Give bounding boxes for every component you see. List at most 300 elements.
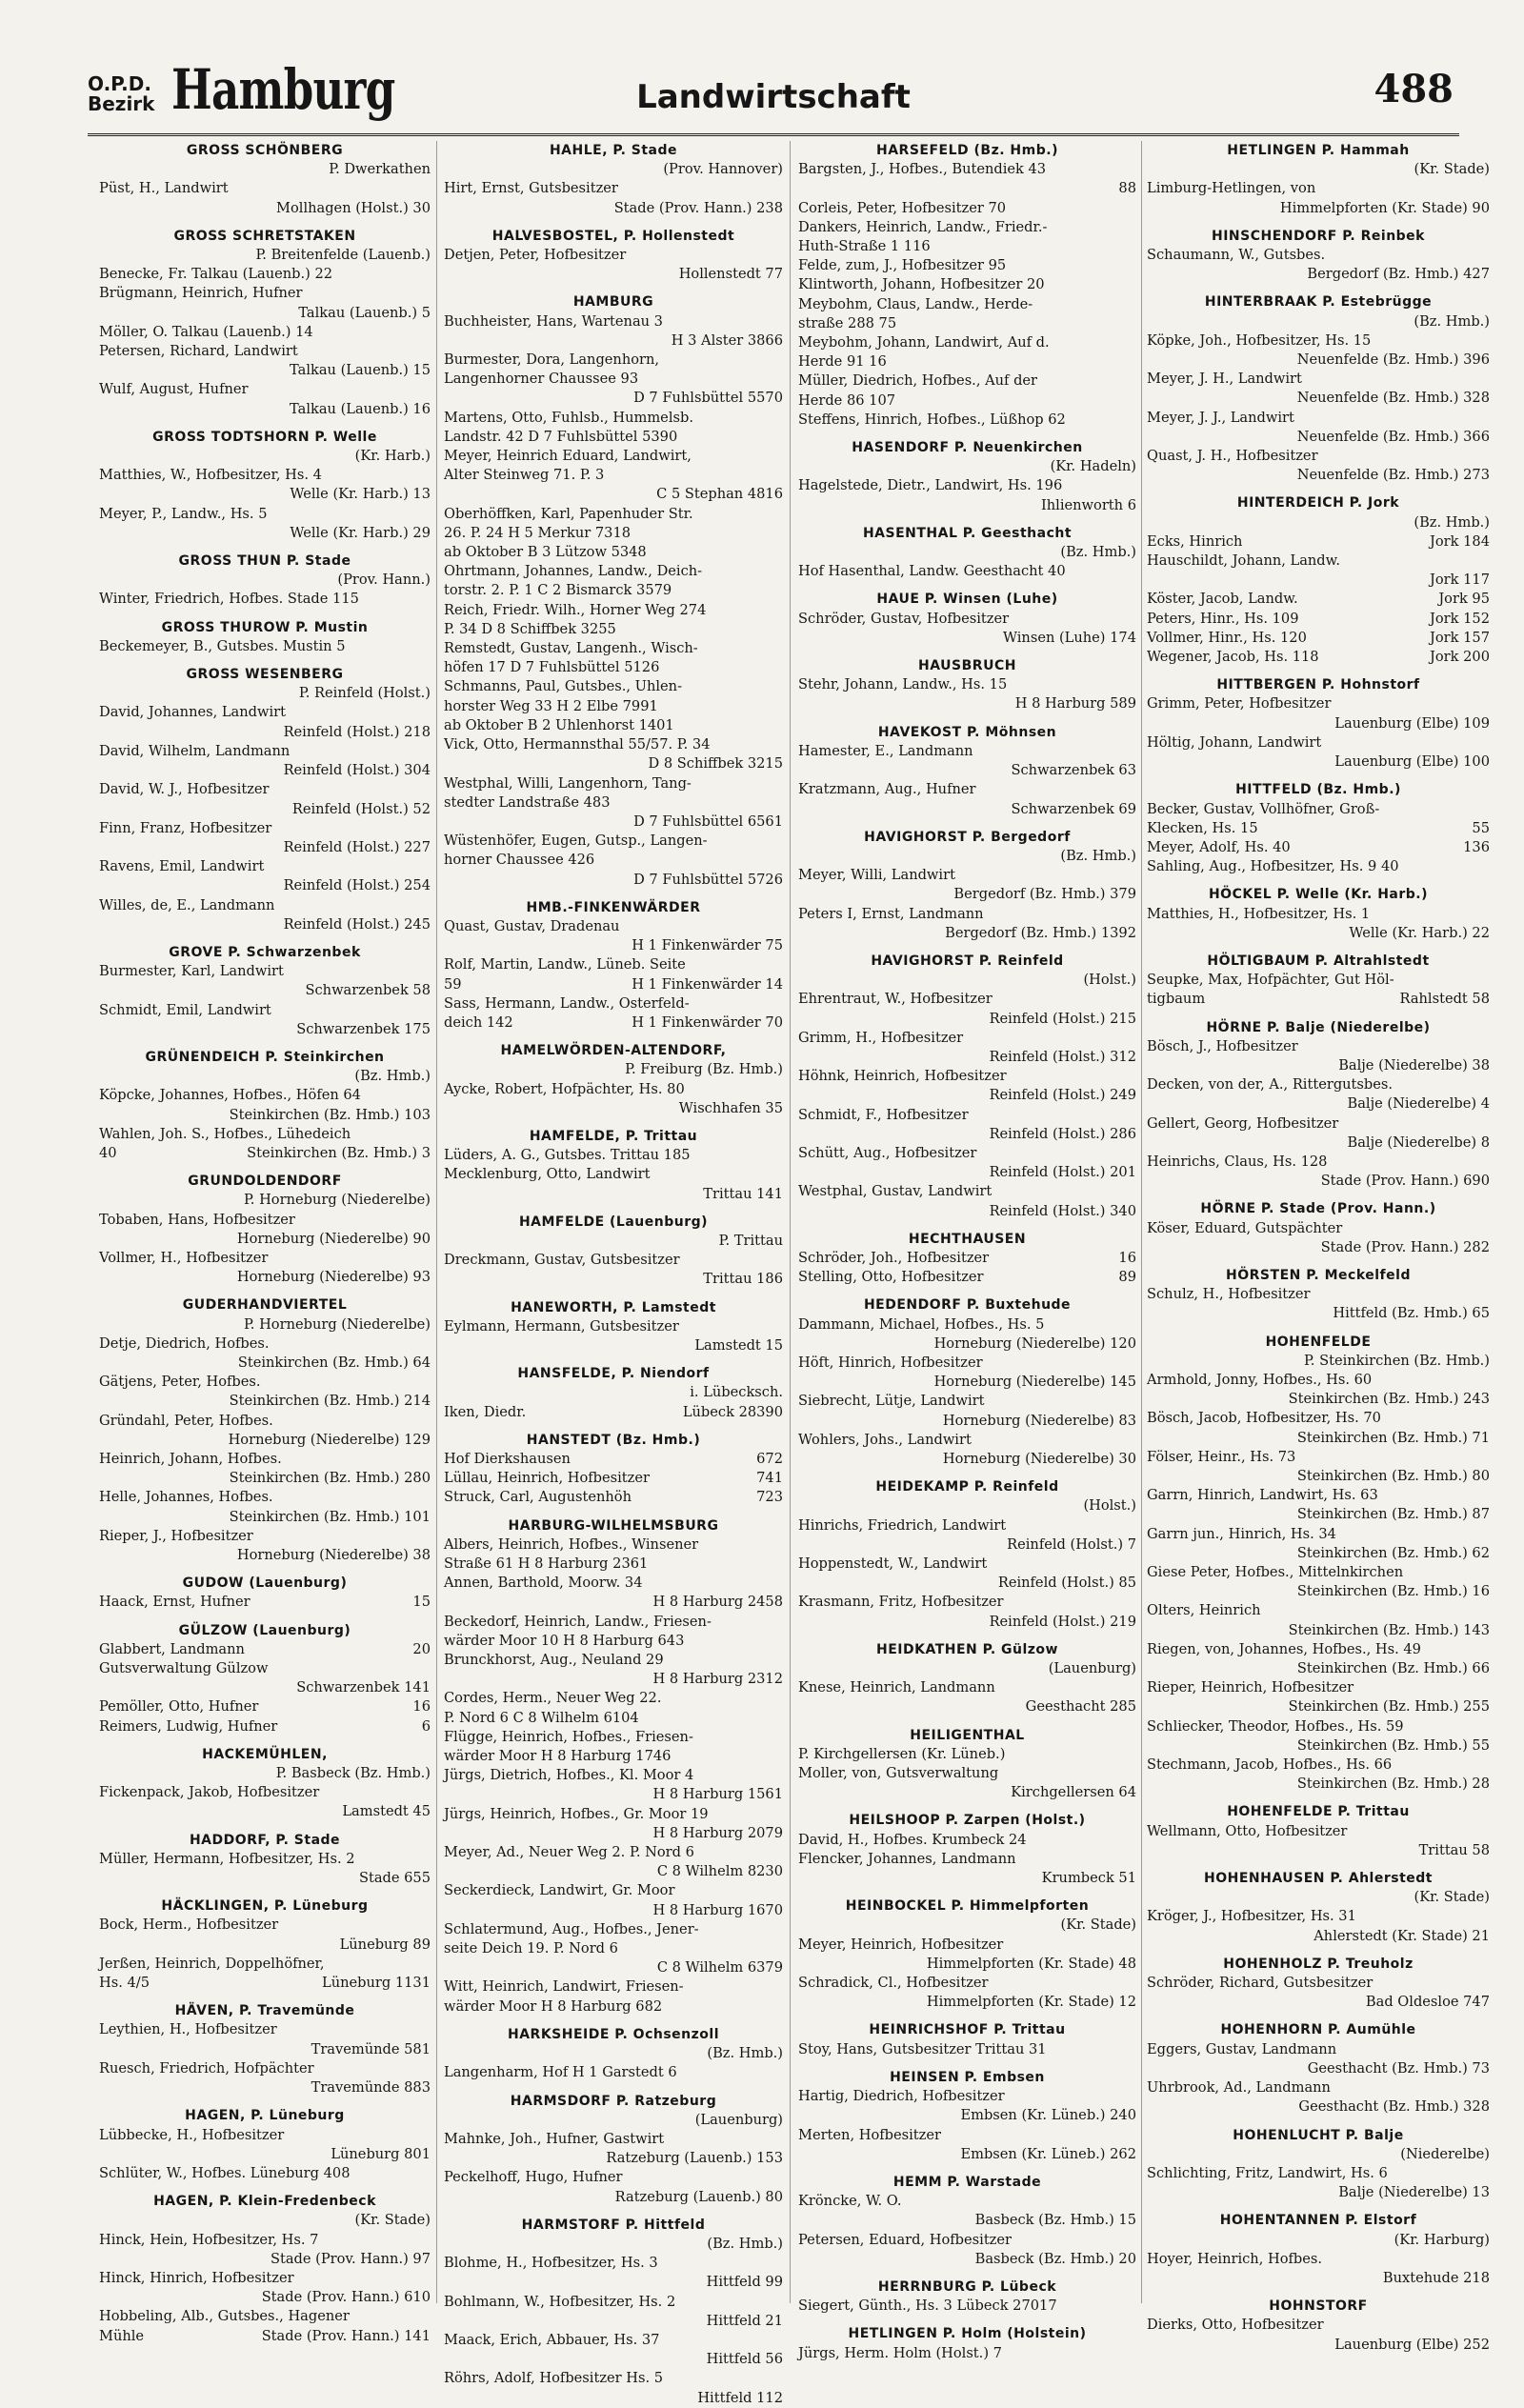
entry-location-line: Stade (Prov. Hann.) 690 bbox=[1320, 1173, 1490, 1190]
locality-heading: HEINRICHSHOF P. Trittau bbox=[869, 2022, 1066, 2038]
entry-location-line: Reinfeld (Holst.) 7 bbox=[1007, 1535, 1136, 1553]
entry-location-line: Steinkirchen (Bz. Hmb.) 143 bbox=[1288, 1621, 1490, 1638]
entry-location-line: H 8 Harburg 1561 bbox=[652, 1786, 783, 1803]
locality-heading: HOHENHAUSEN P. Ahlerstedt bbox=[1204, 1871, 1433, 1887]
locality-heading: HÖRNE P. Balje (Niederelbe) bbox=[1206, 1019, 1431, 1035]
city-title: Hamburg bbox=[171, 57, 395, 122]
locality-heading: HMB.-FINKENWÄRDER bbox=[526, 899, 701, 915]
entry-line: Püst, H., Landwirt bbox=[99, 180, 229, 197]
entry-line: Garrn jun., Hinrich, Hs. 34 bbox=[1147, 1525, 1336, 1542]
opd-label: O.P.D. bbox=[88, 72, 151, 95]
entry-location-line: Lauenburg (Elbe) 109 bbox=[1334, 714, 1490, 732]
entry-line bbox=[444, 975, 783, 994]
locality-heading: GROSS WESENBERG bbox=[186, 667, 344, 683]
column-divider bbox=[790, 141, 791, 2303]
entry-phone: 16 bbox=[1118, 1249, 1136, 1266]
column-2 bbox=[444, 141, 783, 2406]
locality-heading: HANSTEDT (Bz. Hmb.) bbox=[526, 1432, 701, 1448]
entry-line: Aycke, Robert, Hofpächter, Hs. 80 bbox=[444, 1080, 685, 1097]
column-4 bbox=[1147, 141, 1490, 2353]
locality-heading: HEMM P. Warstade bbox=[892, 2174, 1042, 2190]
entry-location-line: Bergedorf (Bz. Hmb.) 427 bbox=[1307, 266, 1490, 283]
entry-location-line: (Bz. Hmb.) bbox=[707, 2045, 783, 2062]
entry-line: Schmidt, Emil, Landwirt bbox=[99, 1001, 271, 1018]
entry-line: Corleis, Peter, Hofbesitzer 70 bbox=[798, 199, 1007, 216]
entry-text: Mühle bbox=[99, 2327, 145, 2344]
entry-location-line: P. Basbeck (Bz. Hmb.) bbox=[275, 1765, 431, 1782]
entry-location-line: Steinkirchen (Bz. Hmb.) 80 bbox=[1296, 1468, 1490, 1484]
entry-location-line: Lamstedt 45 bbox=[342, 1803, 431, 1820]
entry-line: Cordes, Herm., Neuer Weg 22. bbox=[444, 1690, 662, 1707]
entry-location-line: Balje (Niederelbe) 38 bbox=[1338, 1056, 1490, 1074]
entry-line: Hirt, Ernst, Gutsbesitzer bbox=[444, 180, 618, 197]
locality-heading: HARBURG-WILHELMSBURG bbox=[508, 1517, 719, 1534]
entry-line: Grimm, Peter, Hofbesitzer bbox=[1147, 695, 1332, 712]
entry-line: Grimm, H., Hofbesitzer bbox=[798, 1029, 964, 1046]
entry-line: Knese, Heinrich, Landmann bbox=[798, 1679, 995, 1696]
entry-location-line: Lüneburg 89 bbox=[339, 1936, 431, 1953]
entry-line: Landstr. 42 D 7 Fuhlsbüttel 5390 bbox=[444, 428, 678, 445]
locality-heading: HITTBERGEN P. Hohnstorf bbox=[1216, 677, 1420, 693]
locality-heading: HALVESBOSTEL, P. Hollenstedt bbox=[491, 228, 735, 244]
entry-line: Hartig, Diedrich, Hofbesitzer bbox=[798, 2088, 1005, 2105]
entry-phone: 723 bbox=[756, 1489, 783, 1506]
locality-heading: HAMBURG bbox=[572, 294, 654, 311]
entry-line: Rolf, Martin, Landw., Lüneb. Seite bbox=[444, 956, 686, 973]
entry-line: Moller, von, Gutsverwaltung bbox=[798, 1765, 999, 1782]
entry-line: Eylmann, Hermann, Gutsbesitzer bbox=[444, 1317, 679, 1334]
entry-location-line: H 8 Harburg 2312 bbox=[652, 1671, 783, 1688]
entry-line bbox=[1147, 648, 1490, 667]
locality-heading: HOHENLUCHT P. Balje bbox=[1233, 2127, 1404, 2143]
entry-text: 40 bbox=[99, 1144, 117, 1161]
locality-heading: HEINBOCKEL P. Himmelpforten bbox=[845, 1898, 1090, 1915]
locality-heading: HÖCKEL P. Welle (Kr. Harb.) bbox=[1208, 887, 1429, 903]
entry-line: Uhrbrook, Ad., Landmann bbox=[1147, 2079, 1331, 2097]
entry-line: Bock, Herm., Hofbesitzer bbox=[99, 1916, 279, 1934]
entry-phone: Lübeck 28390 bbox=[682, 1403, 783, 1420]
entry-location-line: Steinkirchen (Bz. Hmb.) 55 bbox=[1296, 1736, 1490, 1754]
locality-heading: HEDENDORF P. Buxtehude bbox=[863, 1297, 1072, 1314]
entry-line: Oberhöffken, Karl, Papenhuder Str. bbox=[444, 505, 693, 522]
entry-line: Gätjens, Peter, Hofbes. bbox=[99, 1374, 261, 1391]
entry-text: Schröder, Joh., Hofbesitzer bbox=[798, 1249, 990, 1266]
entry-location-line: D 8 Schiffbek 3215 bbox=[648, 755, 783, 773]
entry-line bbox=[1147, 990, 1490, 1009]
entry-line: Bargsten, J., Hofbes., Butendiek 43 bbox=[798, 161, 1047, 178]
entry-location-line: (Kr. Stade) bbox=[1414, 1889, 1490, 1906]
entry-location-line: Embsen (Kr. Lüneb.) 240 bbox=[960, 2107, 1136, 2124]
entry-text: Ecks, Hinrich bbox=[1147, 532, 1243, 550]
entry-line: Dreckmann, Gustav, Gutsbesitzer bbox=[444, 1252, 680, 1269]
entry-line: Ruesch, Friedrich, Hofpächter bbox=[99, 2059, 314, 2077]
entry-location-line: Welle (Kr. Harb.) 29 bbox=[290, 524, 431, 541]
entry-text: Reimers, Ludwig, Hufner bbox=[99, 1717, 278, 1735]
entry-line: Leythien, H., Hofbesitzer bbox=[99, 2021, 277, 2038]
entry-location-line: Steinkirchen (Bz. Hmb.) 243 bbox=[1288, 1391, 1490, 1408]
locality-heading: HÖLTIGBAUM P. Altrahlstedt bbox=[1207, 953, 1430, 969]
entry-location-line: (Prov. Hannover) bbox=[663, 161, 783, 178]
entry-line: Felde, zum, J., Hofbesitzer 95 bbox=[798, 257, 1007, 274]
entry-location-line: (Bz. Hmb.) bbox=[707, 2235, 783, 2252]
entry-location-line: Himmelpforten (Kr. Stade) 48 bbox=[926, 1955, 1136, 1972]
entry-line: Dierks, Otto, Hofbesitzer bbox=[1147, 2317, 1324, 2334]
locality-heading: HAGEN, P. Klein-Fredenbeck bbox=[153, 2194, 376, 2210]
entry-location-line: P. Trittau bbox=[718, 1232, 783, 1249]
entry-line bbox=[1147, 629, 1490, 648]
locality-heading: HINSCHENDORF P. Reinbek bbox=[1212, 228, 1425, 244]
entry-line: Schulz, H., Hofbesitzer bbox=[1147, 1286, 1311, 1303]
entry-line: Siegert, Günth., Hs. 3 Lübeck 27017 bbox=[798, 2298, 1057, 2315]
entry-phone: Steinkirchen (Bz. Hmb.) 3 bbox=[247, 1144, 431, 1161]
entry-location-line: Trittau 186 bbox=[703, 1271, 783, 1288]
entry-line: Blohme, H., Hofbesitzer, Hs. 3 bbox=[444, 2255, 658, 2272]
entry-line: Hamester, E., Landmann bbox=[798, 742, 973, 759]
entry-location-line: Reinfeld (Holst.) 201 bbox=[989, 1164, 1136, 1181]
entry-location-line: P. Steinkirchen (Bz. Hmb.) bbox=[1303, 1352, 1490, 1369]
entry-phone: Jork 157 bbox=[1430, 629, 1490, 646]
entry-line: Hinrichs, Friedrich, Landwirt bbox=[798, 1516, 1007, 1534]
entry-location-line: Reinfeld (Holst.) 85 bbox=[997, 1575, 1136, 1592]
entry-location-line: Geesthacht (Bz. Hmb.) 73 bbox=[1307, 2059, 1490, 2077]
entry-line: Giese Peter, Hofbes., Mittelnkirchen bbox=[1147, 1564, 1404, 1581]
locality-heading: HOHENHORN P. Aumühle bbox=[1220, 2022, 1416, 2038]
entry-location-line: Geesthacht 285 bbox=[1025, 1698, 1136, 1716]
entry-line: Annen, Barthold, Moorw. 34 bbox=[444, 1575, 643, 1592]
locality-heading: HAMELWÖRDEN-ALTENDORF, bbox=[500, 1043, 727, 1059]
entry-line: Remstedt, Gustav, Langenh., Wisch- bbox=[444, 640, 698, 657]
entry-line bbox=[99, 1717, 431, 1736]
entry-text: Haack, Ernst, Hufner bbox=[99, 1594, 251, 1611]
entry-location-line: Horneburg (Niederelbe) 145 bbox=[933, 1374, 1136, 1391]
entry-location-line: H 8 Harburg 589 bbox=[1014, 695, 1136, 712]
entry-line: Röhrs, Adolf, Hofbesitzer Hs. 5 bbox=[444, 2370, 664, 2387]
entry-line: Jürgs, Heinrich, Hofbes., Gr. Moor 19 bbox=[444, 1805, 709, 1822]
entry-location-line: (Bz. Hmb.) bbox=[1414, 312, 1490, 330]
locality-heading: GROSS TODTSHORN P. Welle bbox=[152, 429, 377, 445]
entry-line: Jürgs, Herm. Holm (Holst.) 7 bbox=[798, 2344, 1002, 2361]
entry-location-line: Steinkirchen (Bz. Hmb.) 103 bbox=[229, 1106, 431, 1123]
column-divider bbox=[1141, 141, 1142, 2303]
entry-location-line: Travemünde 883 bbox=[311, 2079, 431, 2097]
entry-line: horner Chaussee 426 bbox=[444, 852, 595, 869]
entry-line: Reich, Friedr. Wilh., Horner Weg 274 bbox=[444, 601, 707, 618]
entry-line: Schlüter, W., Hofbes. Lüneburg 408 bbox=[99, 2164, 351, 2181]
locality-heading: HINTERBRAAK P. Estebrügge bbox=[1204, 294, 1433, 311]
entry-phone: Jork 95 bbox=[1438, 591, 1490, 608]
entry-location-line: Basbeck (Bz. Hmb.) 20 bbox=[974, 2250, 1136, 2267]
entry-line: Hagelstede, Dietr., Landwirt, Hs. 196 bbox=[798, 477, 1063, 494]
entry-location-line: Talkau (Lauenb.) 16 bbox=[290, 400, 431, 417]
entry-location-line: Welle (Kr. Harb.) 13 bbox=[290, 486, 431, 503]
entry-line: Becker, Gustav, Vollhöfner, Groß- bbox=[1147, 800, 1380, 817]
entry-text: Köster, Jacob, Landw. bbox=[1147, 591, 1298, 608]
entry-text: Lüllau, Heinrich, Hofbesitzer bbox=[444, 1470, 650, 1487]
locality-heading: HARSEFELD (Bz. Hmb.) bbox=[876, 143, 1058, 158]
entry-line: Olters, Heinrich bbox=[1147, 1602, 1261, 1619]
entry-line: Heinrich, Johann, Hofbes. bbox=[99, 1451, 282, 1467]
entry-line: Tobaben, Hans, Hofbesitzer bbox=[99, 1211, 295, 1228]
entry-location-line: D 7 Fuhlsbüttel 6561 bbox=[633, 813, 783, 830]
entry-location-line: (Bz. Hmb.) bbox=[1060, 544, 1136, 561]
entry-location-line: (Niederelbe) bbox=[1400, 2145, 1490, 2162]
entry-location-line: Trittau 58 bbox=[1418, 1841, 1490, 1858]
locality-heading: HETLINGEN P. Holm (Holstein) bbox=[848, 2326, 1087, 2342]
entry-line bbox=[99, 1593, 431, 1612]
entry-line: Fickenpack, Jakob, Hofbesitzer bbox=[99, 1784, 320, 1801]
locality-heading: HAHLE, P. Stade bbox=[549, 143, 678, 158]
locality-heading: HARMSDORF P. Ratzeburg bbox=[510, 2093, 717, 2109]
entry-line: Mahnke, Joh., Hufner, Gastwirt bbox=[444, 2130, 665, 2147]
locality-heading: HASENTHAL P. Geesthacht bbox=[862, 525, 1073, 541]
entry-line: stedter Landstraße 483 bbox=[444, 793, 611, 811]
entry-text: Hof Dierkshausen bbox=[444, 1451, 571, 1467]
entry-text: Klecken, Hs. 15 bbox=[1147, 819, 1258, 836]
entry-location-line: Ihlienworth 6 bbox=[1041, 496, 1136, 513]
locality-heading: GÜLZOW (Lauenburg) bbox=[178, 1622, 351, 1638]
entry-phone: 15 bbox=[412, 1594, 431, 1611]
entry-location-line: Steinkirchen (Bz. Hmb.) 280 bbox=[229, 1470, 431, 1487]
entry-line: Herde 86 107 bbox=[798, 391, 896, 409]
locality-heading: GUDERHANDVIERTEL bbox=[182, 1297, 348, 1314]
entry-location-line: Ratzeburg (Lauenb.) 80 bbox=[614, 2188, 783, 2205]
entry-line: Meyer, Willi, Landwirt bbox=[798, 867, 955, 884]
entry-location-line: Ratzeburg (Lauenb.) 153 bbox=[606, 2150, 783, 2167]
locality-heading: GRUNDOLDENDORF bbox=[188, 1174, 342, 1190]
entry-phone: 136 bbox=[1463, 838, 1490, 855]
entry-line: Fölser, Heinr., Hs. 73 bbox=[1147, 1448, 1296, 1465]
entry-line: Hauschildt, Johann, Landw. bbox=[1147, 552, 1341, 570]
entry-line: Köser, Eduard, Gutspächter bbox=[1147, 1219, 1343, 1236]
entry-line: Vollmer, H., Hofbesitzer bbox=[99, 1249, 269, 1266]
entry-line: Dankers, Heinrich, Landw., Friedr.- bbox=[798, 218, 1048, 235]
entry-location-line: Reinfeld (Holst.) 218 bbox=[283, 723, 431, 740]
locality-heading: GROSS THUN P. Stade bbox=[178, 553, 351, 570]
entry-location-line: Steinkirchen (Bz. Hmb.) 101 bbox=[229, 1508, 431, 1525]
entry-location-line: Reinfeld (Holst.) 215 bbox=[989, 1010, 1136, 1027]
entry-line: Garrn, Hinrich, Landwirt, Hs. 63 bbox=[1147, 1487, 1378, 1504]
entry-line: Wohlers, Johs., Landwirt bbox=[798, 1431, 972, 1448]
entry-location-line: P. Horneburg (Niederelbe) bbox=[243, 1192, 431, 1209]
entry-line: Schaumann, W., Gutsbes. bbox=[1147, 247, 1326, 264]
locality-heading: GROSS SCHRETSTAKEN bbox=[173, 228, 356, 244]
entry-phone: 6 bbox=[421, 1717, 431, 1735]
entry-location-line: (Bz. Hmb.) bbox=[354, 1068, 431, 1085]
entry-location-line: Hittfeld 112 bbox=[697, 2389, 783, 2406]
locality-heading: HERRNBURG P. Lübeck bbox=[877, 2278, 1057, 2295]
entry-line: Ehrentraut, W., Hofbesitzer bbox=[798, 991, 993, 1008]
entry-location-line: Balje (Niederelbe) 4 bbox=[1347, 1095, 1490, 1113]
entry-location-line: Hittfeld 56 bbox=[706, 2351, 783, 2368]
locality-heading: HAVIGHORST P. Bergedorf bbox=[864, 829, 1071, 845]
entry-line: Köpke, Joh., Hofbesitzer, Hs. 15 bbox=[1147, 331, 1372, 349]
entry-location-line: Neuenfelde (Bz. Hmb.) 396 bbox=[1296, 351, 1490, 369]
entry-location-line: Lüneburg 801 bbox=[331, 2145, 431, 2162]
entry-line bbox=[99, 2327, 431, 2346]
entry-line: Seupke, Max, Hofpächter, Gut Höl- bbox=[1147, 972, 1394, 989]
entry-line: Langenhorner Chaussee 93 bbox=[444, 371, 639, 388]
entry-line: Schröder, Richard, Gutsbesitzer bbox=[1147, 1975, 1374, 1992]
entry-line: torstr. 2. P. 1 C 2 Bismarck 3579 bbox=[444, 582, 672, 599]
entry-line: Steffens, Hinrich, Hofbes., Lüßhop 62 bbox=[798, 411, 1066, 428]
entry-line: Burmester, Karl, Landwirt bbox=[99, 963, 284, 980]
locality-heading: HACKEMÜHLEN, bbox=[202, 1746, 328, 1762]
entry-location-line: Horneburg (Niederelbe) 30 bbox=[942, 1451, 1136, 1467]
entry-location-line: Steinkirchen (Bz. Hmb.) 64 bbox=[237, 1354, 431, 1371]
entry-line: Ohrtmann, Johannes, Landw., Deich- bbox=[444, 563, 703, 580]
entry-line: Wulf, August, Hufner bbox=[99, 381, 249, 398]
entry-location-line: C 5 Stephan 4816 bbox=[656, 486, 783, 503]
entry-line bbox=[444, 1450, 783, 1469]
entry-line: Klintworth, Johann, Hofbesitzer 20 bbox=[798, 276, 1045, 293]
entry-line: Müller, Diedrich, Hofbes., Auf der bbox=[798, 372, 1038, 390]
entry-location-line: Bergedorf (Bz. Hmb.) 379 bbox=[953, 886, 1136, 903]
entry-line: Petersen, Eduard, Hofbesitzer bbox=[798, 2231, 1012, 2248]
entry-location-line: Hittfeld 21 bbox=[706, 2312, 783, 2329]
entry-location-line: D 7 Fuhlsbüttel 5726 bbox=[633, 871, 783, 888]
entry-line: Martens, Otto, Fuhlsb., Hummelsb. bbox=[444, 409, 693, 426]
entry-line: Westphal, Gustav, Landwirt bbox=[798, 1183, 993, 1200]
entry-location-line: Reinfeld (Holst.) 249 bbox=[989, 1087, 1136, 1104]
entry-line: Gellert, Georg, Hofbesitzer bbox=[1147, 1114, 1339, 1132]
entry-location-line: Basbeck (Bz. Hmb.) 15 bbox=[974, 2212, 1136, 2229]
locality-heading: HOHENFELDE bbox=[1265, 1334, 1372, 1350]
entry-line: Kröger, J., Hofbesitzer, Hs. 31 bbox=[1147, 1908, 1356, 1925]
entry-line: Schliecker, Theodor, Hofbes., Hs. 59 bbox=[1147, 1717, 1404, 1735]
entry-line: Schlichting, Fritz, Landwirt, Hs. 6 bbox=[1147, 2164, 1388, 2181]
entry-line: Quast, J. H., Hofbesitzer bbox=[1147, 448, 1318, 465]
entry-line: Vick, Otto, Hermannsthal 55/57. P. 34 bbox=[444, 736, 711, 753]
entry-line: Schlatermund, Aug., Hofbes., Jener- bbox=[444, 1920, 699, 1937]
entry-line bbox=[1147, 838, 1490, 857]
locality-heading: GUDOW (Lauenburg) bbox=[182, 1575, 348, 1592]
entry-line: Sass, Hermann, Landw., Osterfeld- bbox=[444, 994, 690, 1012]
entry-line: Merten, Hofbesitzer bbox=[798, 2126, 941, 2143]
entry-location-line: D 7 Fuhlsbüttel 5570 bbox=[633, 390, 783, 407]
entry-line: Rieper, Heinrich, Hofbesitzer bbox=[1147, 1679, 1354, 1696]
entry-location-line: Reinfeld (Holst.) 340 bbox=[989, 1202, 1136, 1219]
entry-line: Brunckhorst, Aug., Neuland 29 bbox=[444, 1652, 664, 1669]
locality-heading: HOHNSTORF bbox=[1269, 2298, 1368, 2315]
entry-line: Meyer, J. J., Landwirt bbox=[1147, 409, 1294, 426]
entry-line: ab Oktober B 3 Lützow 5348 bbox=[444, 544, 647, 561]
entry-line: Meybohm, Johann, Landwirt, Auf d. bbox=[798, 334, 1050, 351]
entry-location-line: Steinkirchen (Bz. Hmb.) 16 bbox=[1296, 1583, 1490, 1600]
entry-text: Peters, Hinr., Hs. 109 bbox=[1147, 610, 1299, 627]
entry-location-line: Reinfeld (Holst.) 304 bbox=[283, 762, 431, 779]
entry-line: Benecke, Fr. Talkau (Lauenb.) 22 bbox=[99, 266, 333, 283]
entry-phone: 89 bbox=[1118, 1269, 1136, 1286]
locality-heading: HÄCKLINGEN, P. Lüneburg bbox=[161, 1898, 369, 1915]
entry-location-line: Hollenstedt 77 bbox=[678, 266, 783, 283]
entry-location-line: Steinkirchen (Bz. Hmb.) 62 bbox=[1296, 1544, 1490, 1561]
entry-line: Beckemeyer, B., Gutsbes. Mustin 5 bbox=[99, 637, 346, 654]
column-divider bbox=[436, 141, 437, 2303]
locality-heading: HEINSEN P. Embsen bbox=[890, 2069, 1045, 2085]
entry-line: David, Wilhelm, Landmann bbox=[99, 742, 291, 759]
entry-line: David, H., Hofbes. Krumbeck 24 bbox=[798, 1831, 1027, 1848]
entry-location-line: Reinfeld (Holst.) 254 bbox=[283, 877, 431, 894]
locality-heading: HINTERDEICH P. Jork bbox=[1236, 495, 1400, 512]
entry-line: Schütt, Aug., Hofbesitzer bbox=[798, 1144, 977, 1161]
entry-location-line: Reinfeld (Holst.) 219 bbox=[989, 1613, 1136, 1630]
entry-location-line: Trittau 141 bbox=[703, 1185, 783, 1202]
entry-line: Matthies, W., Hofbesitzer, Hs. 4 bbox=[99, 467, 322, 484]
entry-phone: 672 bbox=[756, 1451, 783, 1467]
entry-location-line: Stade (Prov. Hann.) 610 bbox=[261, 2289, 431, 2306]
entry-line: Petersen, Richard, Landwirt bbox=[99, 343, 298, 360]
entry-line: Meyer, P., Landw., Hs. 5 bbox=[99, 505, 268, 522]
entry-line: Alter Steinweg 71. P. 3 bbox=[444, 467, 605, 484]
entry-location-line: Lauenburg (Elbe) 100 bbox=[1334, 753, 1490, 771]
entry-line: Maack, Erich, Abbauer, Hs. 37 bbox=[444, 2331, 660, 2348]
locality-heading: HETLINGEN P. Hammah bbox=[1227, 143, 1410, 158]
entry-location-line: (Holst.) bbox=[1083, 972, 1136, 989]
entry-line: Flencker, Johannes, Landmann bbox=[798, 1850, 1016, 1867]
entry-line: Detjen, Peter, Hofbesitzer bbox=[444, 247, 627, 264]
locality-heading: HEILIGENTHAL bbox=[910, 1727, 1025, 1743]
entry-location-line: Embsen (Kr. Lüneb.) 262 bbox=[960, 2145, 1136, 2162]
entry-line: höfen 17 D 7 Fuhlsbüttel 5126 bbox=[444, 659, 660, 676]
entry-location-line: (Bz. Hmb.) bbox=[1060, 847, 1136, 864]
entry-text: Struck, Carl, Augustenhöh bbox=[444, 1489, 632, 1506]
entry-line: Stehr, Johann, Landw., Hs. 15 bbox=[798, 676, 1008, 693]
entry-location-line: Bergedorf (Bz. Hmb.) 1392 bbox=[945, 924, 1136, 941]
entry-line: Stechmann, Jacob, Hofbes., Hs. 66 bbox=[1147, 1756, 1393, 1774]
entry-location-line: P. Breitenfelde (Lauenb.) bbox=[255, 247, 431, 264]
entry-line: Stoy, Hans, Gutsbesitzer Trittau 31 bbox=[798, 2040, 1047, 2057]
entry-location-line: H 8 Harburg 2079 bbox=[652, 1824, 783, 1841]
entry-line: Kratzmann, Aug., Hufner bbox=[798, 781, 976, 798]
entry-location-line: P. Reinfeld (Holst.) bbox=[298, 685, 431, 702]
entry-line: Kröncke, W. O. bbox=[798, 2193, 902, 2210]
entry-line: Jerßen, Heinrich, Doppelhöfner, bbox=[99, 1955, 325, 1972]
entry-text: Pemöller, Otto, Hufner bbox=[99, 1698, 259, 1716]
entry-text: Stelling, Otto, Hofbesitzer bbox=[798, 1269, 984, 1286]
entry-location-line: Steinkirchen (Bz. Hmb.) 71 bbox=[1296, 1429, 1490, 1446]
entry-line: Lüders, A. G., Gutsbes. Trittau 185 bbox=[444, 1147, 691, 1164]
entry-line: straße 288 75 bbox=[798, 314, 897, 331]
entry-line: Schmanns, Paul, Gutsbes., Uhlen- bbox=[444, 678, 683, 695]
entry-line bbox=[99, 1640, 431, 1659]
entry-location-line: Horneburg (Niederelbe) 38 bbox=[236, 1547, 431, 1564]
entry-location-line: P. Freiburg (Bz. Hmb.) bbox=[625, 1061, 783, 1078]
entry-location-line: Geesthacht (Bz. Hmb.) 328 bbox=[1298, 2098, 1490, 2116]
entry-line: Witt, Heinrich, Landwirt, Friesen- bbox=[444, 1978, 684, 1996]
entry-phone: Jork 152 bbox=[1430, 610, 1490, 627]
entry-location-line: P. Dwerkathen bbox=[329, 161, 431, 178]
entry-location-line: Balje (Niederelbe) 13 bbox=[1338, 2184, 1490, 2201]
locality-heading: HASENDORF P. Neuenkirchen bbox=[852, 440, 1083, 456]
locality-heading: HARKSHEIDE P. Ochsenzoll bbox=[507, 2026, 720, 2042]
entry-line bbox=[99, 1697, 431, 1716]
entry-line: Schröder, Gustav, Hofbesitzer bbox=[798, 610, 1010, 627]
entry-phone: Jork 184 bbox=[1430, 532, 1490, 550]
entry-location-line: Reinfeld (Holst.) 52 bbox=[291, 800, 431, 817]
entry-line: Wellmann, Otto, Hofbesitzer bbox=[1147, 1822, 1348, 1839]
entry-location-line: Stade (Prov. Hann.) 97 bbox=[270, 2250, 431, 2267]
entry-location-line: Horneburg (Niederelbe) 90 bbox=[236, 1230, 431, 1247]
entry-line: Detje, Diedrich, Hofbes. bbox=[99, 1334, 270, 1352]
entry-line: Peters I, Ernst, Landmann bbox=[798, 905, 984, 922]
locality-heading: HAVEKOST P. Möhnsen bbox=[877, 724, 1057, 740]
entry-location-line: Schwarzenbek 175 bbox=[296, 1020, 431, 1037]
entry-line: ab Oktober B 2 Uhlenhorst 1401 bbox=[444, 716, 674, 733]
locality-heading: HANEWORTH, P. Lamstedt bbox=[511, 1299, 716, 1315]
entry-line: P. Nord 6 C 8 Wilhelm 6104 bbox=[444, 1709, 639, 1726]
entry-line: Meybohm, Claus, Landw., Herde- bbox=[798, 295, 1033, 312]
entry-line: Schradick, Cl., Hofbesitzer bbox=[798, 1975, 989, 1992]
